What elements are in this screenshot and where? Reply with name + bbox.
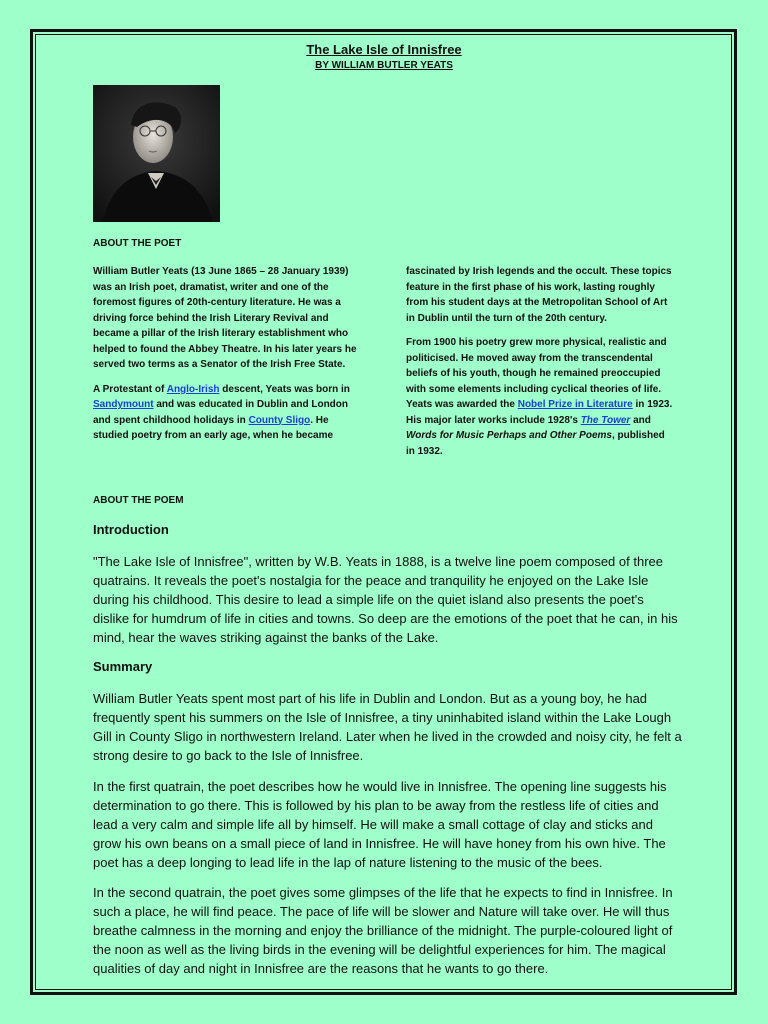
about-poet-right-column xyxy=(406,264,676,468)
document-subtitle: BY WILLIAM BUTLER YEATS xyxy=(315,60,453,71)
summary-paragraph-2: In the first quatrain, the poet describes how he would live in Innisfree. The opening line suggests his determination to go there. This is followed by his plan to be away from the restless life of cities and lead a very calm and simple life all by himself. He will make a small cottage of clay and sticks and grow his own beans on a small piece of land in Innisfree. He will have honey from his own hive. The poet has a deep longing to lead life in the lap of nature listening to the music of the bees. xyxy=(93,779,667,870)
text-run: . He studied poetry from an early age, when he became xyxy=(93,414,334,441)
text-run: descent, Yeats was born in xyxy=(219,383,350,395)
summary-paragraph-3-block xyxy=(93,883,683,978)
poet-paragraph-1: William Butler Yeats (13 June 1865 – 28 January 1939) was an Irish poet, dramatist, writer and one of the foremost figures of 20th-century literature. He was a driving force behind the Irish Literary Revival and became a pillar of the Irish literary establishment who helped to found the Abbey Theatre. In his later years he served two terms as a Senator of the Irish Free State. xyxy=(93,266,357,370)
text-run: and xyxy=(630,414,651,426)
sandymount-link[interactable]: Sandymount xyxy=(93,399,154,410)
about-poet-left-column xyxy=(93,264,363,453)
introduction-text xyxy=(93,552,683,647)
introduction-paragraph: "The Lake Isle of Innisfree", written by W.B. Yeats in 1888, is a twelve line poem composed of three quatrains. It reveals the poet's nostalgia for the peace and tranquility he enjoyed on the Lake Isle during his childhood. This desire to lead a simple life on the quiet island also presents the poet's dislike for humdrum of life in cities and towns. So deep are the emotions of the poet that he can, in his mind, hear the waves striking against the banks of the Lake. xyxy=(93,554,678,645)
about-poet-heading: ABOUT THE POET xyxy=(93,238,182,249)
summary-paragraph-3: In the second quatrain, the poet gives some glimpses of the life that he expects to find in Innisfree. In such a place, he will find peace. The pace of life will be slower and Nature will take over. He will thus breathe calmness in the morning and enjoy the brilliance of the midnight. The purple-coloured light of the noon as well as the living birds in the evening will be delightful experiences for him. The magical qualities of day and night in Innisfree are the reasons that he wants to go there. xyxy=(93,885,673,976)
about-poem-heading: ABOUT THE POEM xyxy=(93,495,184,506)
text-run: A Protestant of xyxy=(93,383,167,395)
text-run: and was educated in Dublin and London and spent childhood holidays in xyxy=(93,399,349,426)
poet-paragraph-3: fascinated by Irish legends and the occult. These topics feature in the first phase of his work, lasting roughly from his student days at the Metropolitan School of Art in Dublin until the turn of the 20th century. xyxy=(406,266,672,324)
the-tower-link[interactable]: The Tower xyxy=(580,414,631,426)
county-sligo-link[interactable]: County Sligo xyxy=(248,414,311,426)
nobel-prize-link[interactable]: Nobel Prize in Literature xyxy=(517,399,633,410)
text-run: From 1900 his poetry grew more physical, realistic and politicised. He moved away from the transcendental beliefs of his youth, though he remained preoccupied with some elements including cyclical theories of life. Yeats was awarded the xyxy=(406,337,667,410)
poet-paragraph-4 xyxy=(406,335,676,459)
anglo-irish-link[interactable]: Anglo-Irish xyxy=(166,383,220,395)
summary-paragraph-1-block xyxy=(93,689,683,765)
summary-paragraph-2-block xyxy=(93,777,683,872)
document-title: The Lake Isle of Innisfree xyxy=(306,42,462,57)
introduction-heading: Introduction xyxy=(93,522,169,537)
italic-title: Words for Music Perhaps and Other Poems xyxy=(406,430,612,441)
poet-portrait-image xyxy=(93,85,220,222)
poet-paragraph-2 xyxy=(93,382,363,444)
summary-heading: Summary xyxy=(93,659,153,674)
text-run: , published in 1932. xyxy=(406,430,665,457)
summary-paragraph-1: William Butler Yeats spent most part of his life in Dublin and London. But as a young boy, he had frequently spent his summers on the Isle of Innisfree, a tiny uninhabited island within the Lake Lough Gill in County Sligo in northwestern Ireland. Later when he lived in the crowded and noisy city, he felt a strong desire to go back to the Isle of Innisfree. xyxy=(93,691,682,763)
portrait-graphic xyxy=(93,85,220,222)
text-run: in 1923. His major later works include 1928's xyxy=(406,399,673,426)
